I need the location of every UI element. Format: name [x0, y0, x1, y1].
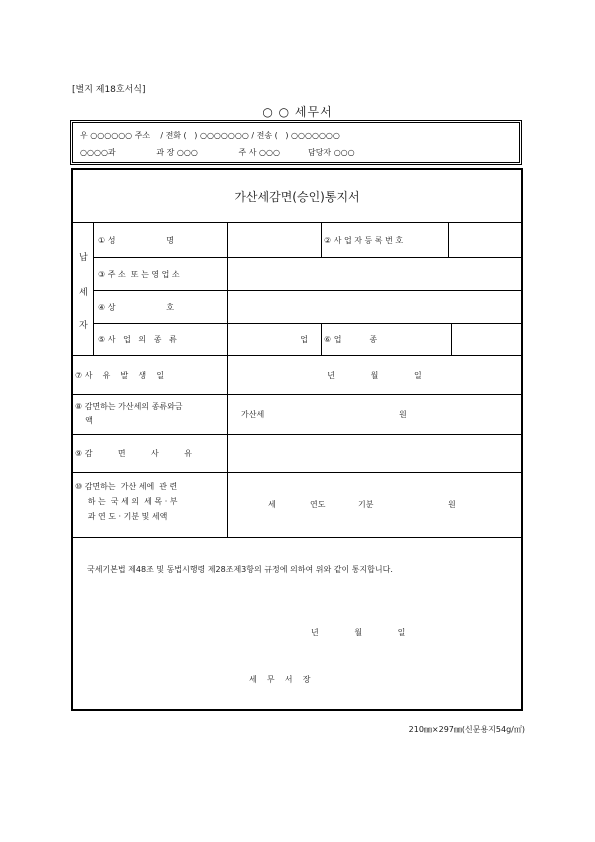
taxpayer-side-label-1: 납	[79, 253, 88, 263]
name-label: ① 성 명	[98, 235, 175, 245]
tax-office-title: ○ ○ 세무서	[262, 105, 333, 119]
business-registration-label: ② 사 업 자 등 록 번 호	[324, 235, 404, 245]
paper-spec-note: 210㎜×297㎜(신문용지54g/㎡)	[408, 725, 525, 734]
related-tax-label-line1: ⑩ 감면하는 가산 세에 관 련	[75, 482, 178, 491]
trade-name-label: ④ 상 호	[98, 302, 175, 312]
related-tax-label-line2: 하 는 국 세 의 세 목 · 부	[75, 497, 178, 506]
contact-line-staff: ○○○○과 과 장 ○○○ 주 사 ○○○ 담당자 ○○○	[80, 148, 355, 157]
trade-name-field[interactable]	[228, 291, 521, 323]
penalty-type-label-line2: 액	[75, 416, 93, 425]
contact-line-address: 우 ○○○○○○ 주소 / 전화 ( ) ○○○○○○○ / 전송 ( ) ○○○○○○○	[80, 131, 340, 140]
related-tax-label-line3: 과 연 도 · 기분 및 세액	[75, 512, 168, 521]
occurrence-date-value: 년 월 일	[327, 370, 422, 380]
business-registration-field[interactable]	[449, 223, 521, 257]
related-tax-year: 연도	[310, 500, 326, 509]
penalty-type-label-line1: ⑧ 감면하는 가산세의 종류와금	[75, 402, 183, 411]
office-contact-box	[72, 122, 520, 163]
reduction-reason-field[interactable]	[228, 435, 521, 472]
document-title: 가산세감면(승인)통지서	[234, 190, 360, 204]
industry-field[interactable]	[452, 324, 521, 355]
notice-form	[71, 168, 523, 711]
penalty-type-value-prefix: 가산세	[241, 410, 265, 419]
notice-date: 년 월 일	[311, 628, 406, 637]
related-tax-item: 세	[268, 500, 276, 509]
name-field[interactable]	[228, 223, 321, 257]
related-tax-period: 기분	[358, 500, 374, 509]
occurrence-date-label: ⑦ 사 유 발 생 일	[75, 370, 165, 380]
signatory: 세 무 서 장	[249, 675, 311, 684]
row-divider	[73, 537, 521, 538]
row-divider	[73, 472, 521, 473]
taxpayer-side-label-2: 세	[79, 288, 88, 298]
row-divider	[73, 394, 521, 395]
address-label: ③ 주 소 또 는 영 업 소	[98, 269, 180, 279]
notice-text: 국세기본법 제48조 및 동법시행령 제28조제3항의 규정에 의하여 위와 같이 통지합니다.	[87, 565, 393, 574]
business-type-suffix: 업	[300, 335, 308, 344]
industry-label: ⑥ 업 종	[324, 335, 378, 344]
reduction-reason-label: ⑨ 감 면 사 유	[75, 449, 192, 458]
form-number-label: [별지 제18호서식]	[72, 85, 146, 95]
penalty-type-value-unit: 원	[399, 410, 407, 419]
related-tax-amount-unit: 원	[448, 500, 456, 509]
taxpayer-side-label-3: 자	[79, 321, 88, 331]
address-field[interactable]	[228, 258, 521, 290]
business-type-label: ⑤ 사 업 의 종 류	[98, 335, 177, 344]
